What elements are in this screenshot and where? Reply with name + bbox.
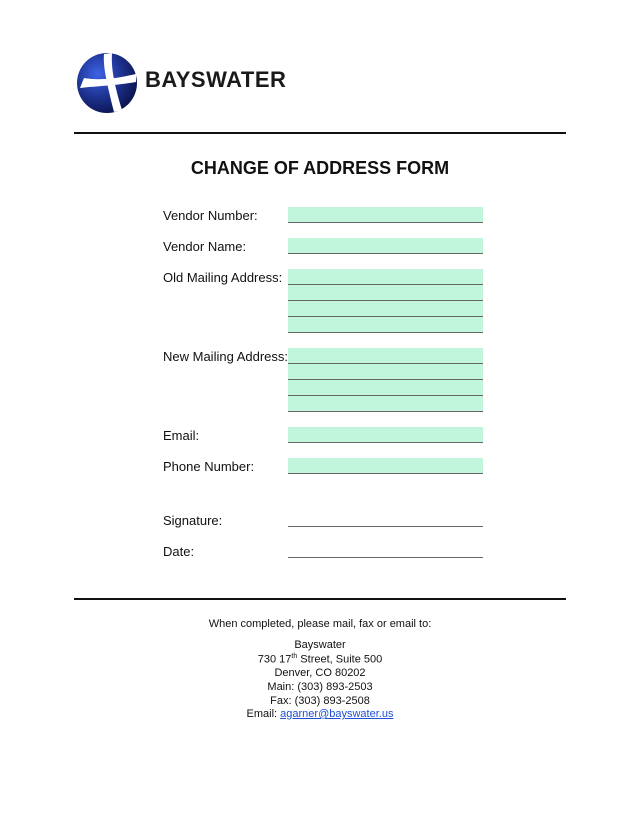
old-address-line-2[interactable] (288, 285, 483, 301)
phone-label: Phone Number: (163, 459, 255, 474)
street-rest: Street, Suite 500 (297, 653, 383, 666)
footer-email (0, 708, 640, 720)
street-suffix: th (291, 653, 298, 660)
footer-street (0, 653, 640, 666)
signature-line[interactable] (288, 526, 483, 527)
vendor-name-field[interactable] (288, 238, 483, 254)
header-divider (74, 132, 566, 134)
email-label: Email: (163, 428, 200, 443)
old-address-line-4[interactable] (288, 317, 483, 333)
phone-field[interactable] (288, 458, 483, 474)
email-link[interactable]: agarner@bayswater.us (280, 708, 394, 720)
form-title: CHANGE OF ADDRESS FORM (190, 158, 450, 178)
email-field[interactable] (288, 427, 483, 443)
old-address-line-1[interactable] (288, 269, 483, 285)
date-line[interactable] (288, 557, 483, 558)
old-address-line-3[interactable] (288, 301, 483, 317)
footer-city: Denver, CO 80202 (274, 667, 366, 679)
vendor-name-label: Vendor Name: (163, 239, 247, 254)
footer-company: Bayswater (294, 639, 346, 651)
signature-label: Signature: (163, 513, 223, 528)
new-address-line-4[interactable] (288, 396, 483, 412)
footer-main-phone: Main: (303) 893-2503 (267, 681, 373, 693)
new-address-label: New Mailing Address: (163, 349, 288, 364)
old-address-label: Old Mailing Address: (163, 270, 283, 285)
new-address-line-2[interactable] (288, 364, 483, 380)
date-label: Date: (163, 544, 195, 559)
brand-name: BAYSWATER (145, 67, 287, 92)
footer-divider (74, 598, 566, 600)
vendor-number-label: Vendor Number: (163, 208, 258, 223)
email-prefix: Email: (246, 708, 281, 720)
footer-fax: Fax: (303) 893-2508 (270, 695, 370, 707)
street-number: 730 17 (257, 653, 292, 666)
bayswater-logo (76, 52, 138, 114)
new-address-line-3[interactable] (288, 380, 483, 396)
footer-instruction: When completed, please mail, fax or email to: (208, 618, 432, 630)
vendor-number-field[interactable] (288, 207, 483, 223)
new-address-line-1[interactable] (288, 348, 483, 364)
